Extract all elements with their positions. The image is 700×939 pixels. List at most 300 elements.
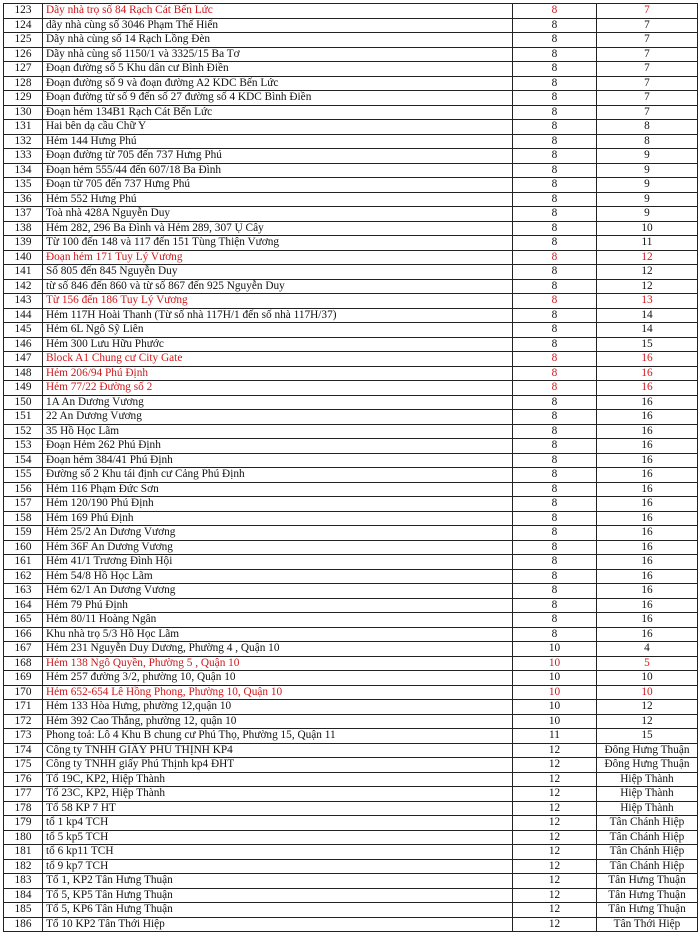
location-name: Công ty TNHH GIẤY PHÚ THỊNH KP4 — [43, 743, 513, 758]
ward-value: 16 — [597, 453, 698, 468]
table-row — [4, 279, 698, 294]
table-row — [4, 366, 698, 381]
ward-value: 10 — [597, 685, 698, 700]
row-number: 181 — [4, 845, 43, 860]
row-number: 132 — [4, 134, 43, 149]
table-row — [4, 120, 698, 135]
row-number: 130 — [4, 105, 43, 120]
table-row — [4, 482, 698, 497]
row-number: 145 — [4, 323, 43, 338]
ward-value: 16 — [597, 511, 698, 526]
district-value: 8 — [513, 323, 597, 338]
location-name: Hẻm 133 Hòa Hưng, phường 12,quận 10 — [43, 700, 513, 715]
district-value: 8 — [513, 207, 597, 222]
district-value: 12 — [513, 743, 597, 758]
district-value: 8 — [513, 439, 597, 454]
ward-value: Tân Chánh Hiệp — [597, 845, 698, 860]
district-value: 8 — [513, 134, 597, 149]
row-number: 179 — [4, 816, 43, 831]
ward-value: 8 — [597, 120, 698, 135]
location-name: Hẻm 79 Phú Định — [43, 598, 513, 613]
district-value: 12 — [513, 845, 597, 860]
row-number: 151 — [4, 410, 43, 425]
district-value: 10 — [513, 685, 597, 700]
ward-value: 11 — [597, 236, 698, 251]
ward-value: 16 — [597, 468, 698, 483]
table-row — [4, 62, 698, 77]
district-value: 8 — [513, 352, 597, 367]
district-value: 8 — [513, 221, 597, 236]
row-number: 165 — [4, 613, 43, 628]
ward-value: 15 — [597, 729, 698, 744]
table-row — [4, 453, 698, 468]
district-value: 12 — [513, 859, 597, 874]
table-row — [4, 76, 698, 91]
location-name: Hẻm 257 đường 3/2, phường 10, Quận 10 — [43, 671, 513, 686]
table-row — [4, 18, 698, 33]
ward-value: 9 — [597, 207, 698, 222]
location-name: Hẻm 117H Hoài Thanh (Từ số nhà 117H/1 đến số nhà 117H/37) — [43, 308, 513, 323]
table-row — [4, 105, 698, 120]
table-row — [4, 424, 698, 439]
row-number: 176 — [4, 772, 43, 787]
row-number: 169 — [4, 671, 43, 686]
district-value: 10 — [513, 714, 597, 729]
table-row — [4, 729, 698, 744]
location-name: từ số 846 đến 860 và từ số 867 đến 925 Nguyễn Duy — [43, 279, 513, 294]
district-value: 8 — [513, 511, 597, 526]
ward-value: 12 — [597, 700, 698, 715]
location-name: tổ 1 kp4 TCH — [43, 816, 513, 831]
location-name: 1A An Dương Vương — [43, 395, 513, 410]
table-row — [4, 410, 698, 425]
ward-value: 7 — [597, 4, 698, 19]
location-name: Hẻm 138 Ngô Quyền, Phường 5 , Quận 10 — [43, 656, 513, 671]
ward-value: 16 — [597, 540, 698, 555]
table-row — [4, 874, 698, 889]
district-value: 8 — [513, 410, 597, 425]
table-row — [4, 888, 698, 903]
ward-value: 14 — [597, 308, 698, 323]
ward-value: Hiệp Thành — [597, 801, 698, 816]
row-number: 139 — [4, 236, 43, 251]
table-row — [4, 830, 698, 845]
table-row — [4, 294, 698, 309]
ward-value: 7 — [597, 62, 698, 77]
district-value: 8 — [513, 468, 597, 483]
row-number: 133 — [4, 149, 43, 164]
district-value: 12 — [513, 903, 597, 918]
district-value: 12 — [513, 816, 597, 831]
row-number: 170 — [4, 685, 43, 700]
location-name: Toà nhà 428A Nguyễn Duy — [43, 207, 513, 222]
table-row — [4, 569, 698, 584]
district-value: 8 — [513, 453, 597, 468]
ward-value: 12 — [597, 265, 698, 280]
district-value: 8 — [513, 236, 597, 251]
ward-value: Tân Chánh Hiệp — [597, 830, 698, 845]
location-name: Hẻm 282, 296 Ba Đình và Hẻm 289, 307 Ụ Cây — [43, 221, 513, 236]
district-value: 8 — [513, 424, 597, 439]
ward-value: 5 — [597, 656, 698, 671]
location-name: Tổ 23C, KP2, Hiệp Thành — [43, 787, 513, 802]
table-row — [4, 497, 698, 512]
table-row — [4, 308, 698, 323]
district-value: 8 — [513, 279, 597, 294]
table-row — [4, 134, 698, 149]
location-name: Hẻm 80/11 Hoàng Ngân — [43, 613, 513, 628]
location-name: Đoạn đường từ 705 đến 737 Hưng Phú — [43, 149, 513, 164]
ward-value: 16 — [597, 439, 698, 454]
district-value: 8 — [513, 265, 597, 280]
district-value: 8 — [513, 598, 597, 613]
row-number: 147 — [4, 352, 43, 367]
location-name: Hẻm 54/8 Hồ Học Lãm — [43, 569, 513, 584]
location-name: Tổ 1, KP2 Tân Hưng Thuận — [43, 874, 513, 889]
table-row — [4, 555, 698, 570]
ward-value: 9 — [597, 178, 698, 193]
ward-value: 16 — [597, 482, 698, 497]
location-name: Tổ 5, KP6 Tân Hưng Thuận — [43, 903, 513, 918]
location-name: Hẻm 77/22 Đường số 2 — [43, 381, 513, 396]
ward-value: Tân Thới Hiệp — [597, 917, 698, 932]
ward-value: 7 — [597, 47, 698, 62]
district-value: 8 — [513, 294, 597, 309]
row-number: 161 — [4, 555, 43, 570]
location-name: Tổ 10 KP2 Tân Thới Hiệp — [43, 917, 513, 932]
district-value: 8 — [513, 76, 597, 91]
table-row — [4, 250, 698, 265]
table-row — [4, 526, 698, 541]
table-row — [4, 772, 698, 787]
location-name: tổ 5 kp5 TCH — [43, 830, 513, 845]
district-value: 12 — [513, 787, 597, 802]
district-value: 10 — [513, 642, 597, 657]
district-value: 8 — [513, 381, 597, 396]
ward-value: 10 — [597, 221, 698, 236]
ward-value: 9 — [597, 192, 698, 207]
row-number: 146 — [4, 337, 43, 352]
row-number: 173 — [4, 729, 43, 744]
table-row — [4, 207, 698, 222]
location-name: Hẻm 116 Phạm Đức Sơn — [43, 482, 513, 497]
row-number: 174 — [4, 743, 43, 758]
district-value: 8 — [513, 482, 597, 497]
row-number: 167 — [4, 642, 43, 657]
row-number: 159 — [4, 526, 43, 541]
row-number: 141 — [4, 265, 43, 280]
location-name: Hẻm 392 Cao Thắng, phường 12, quận 10 — [43, 714, 513, 729]
row-number: 125 — [4, 33, 43, 48]
district-value: 8 — [513, 627, 597, 642]
district-value: 8 — [513, 62, 597, 77]
location-name: Đoạn đường số 9 và đoạn đường A2 KDC Bến Lức — [43, 76, 513, 91]
location-name: Hẻm 169 Phú Định — [43, 511, 513, 526]
location-name: Hẻm 300 Lưu Hữu Phước — [43, 337, 513, 352]
row-number: 150 — [4, 395, 43, 410]
ward-value: 16 — [597, 424, 698, 439]
location-name: Hẻm 41/1 Trương Đình Hội — [43, 555, 513, 570]
district-value: 12 — [513, 830, 597, 845]
row-number: 149 — [4, 381, 43, 396]
ward-value: 16 — [597, 627, 698, 642]
ward-value: Tân Chánh Hiệp — [597, 816, 698, 831]
ward-value: Tân Hưng Thuận — [597, 874, 698, 889]
table-row — [4, 642, 698, 657]
ward-value: 16 — [597, 497, 698, 512]
table-row — [4, 613, 698, 628]
ward-value: 16 — [597, 352, 698, 367]
ward-value: 9 — [597, 163, 698, 178]
location-name: Đoạn hẻm 134B1 Rạch Cát Bến Lức — [43, 105, 513, 120]
district-value: 8 — [513, 149, 597, 164]
row-number: 155 — [4, 468, 43, 483]
row-number: 138 — [4, 221, 43, 236]
location-name: Hẻm 120/190 Phú Định — [43, 497, 513, 512]
district-value: 11 — [513, 729, 597, 744]
ward-value: 12 — [597, 714, 698, 729]
table-row — [4, 685, 698, 700]
table-row — [4, 598, 698, 613]
row-number: 124 — [4, 18, 43, 33]
row-number: 143 — [4, 294, 43, 309]
table-row — [4, 236, 698, 251]
row-number: 163 — [4, 584, 43, 599]
ward-value: 7 — [597, 18, 698, 33]
ward-value: 16 — [597, 569, 698, 584]
district-value: 8 — [513, 120, 597, 135]
ward-value: Tân Hưng Thuận — [597, 888, 698, 903]
table-row — [4, 816, 698, 831]
row-number: 153 — [4, 439, 43, 454]
row-number: 162 — [4, 569, 43, 584]
table-row — [4, 859, 698, 874]
row-number: 157 — [4, 497, 43, 512]
row-number: 144 — [4, 308, 43, 323]
district-value: 8 — [513, 33, 597, 48]
district-value: 10 — [513, 671, 597, 686]
district-value: 12 — [513, 758, 597, 773]
table-row — [4, 584, 698, 599]
row-number: 134 — [4, 163, 43, 178]
district-value: 12 — [513, 888, 597, 903]
ward-value: Đông Hưng Thuận — [597, 743, 698, 758]
location-name: tổ 6 kp11 TCH — [43, 845, 513, 860]
ward-value: 16 — [597, 395, 698, 410]
ward-value: 16 — [597, 381, 698, 396]
ward-value: 14 — [597, 323, 698, 338]
location-name: Từ 100 đến 148 và 117 đến 151 Tùng Thiện Vương — [43, 236, 513, 251]
district-value: 10 — [513, 700, 597, 715]
table-row — [4, 758, 698, 773]
row-number: 140 — [4, 250, 43, 265]
location-name: Phong toả: Lô 4 Khu B chung cư Phú Thọ, Phường 15, Quận 11 — [43, 729, 513, 744]
district-value: 8 — [513, 613, 597, 628]
district-value: 8 — [513, 526, 597, 541]
ward-value: Tân Chánh Hiệp — [597, 859, 698, 874]
row-number: 152 — [4, 424, 43, 439]
ward-value: Hiệp Thành — [597, 787, 698, 802]
location-name: Đoạn hẻm 384/41 Phú Định — [43, 453, 513, 468]
location-name: Đoạn đường từ số 9 đến số 27 đường số 4 KDC Bình Điền — [43, 91, 513, 106]
row-number: 148 — [4, 366, 43, 381]
row-number: 184 — [4, 888, 43, 903]
district-value: 8 — [513, 18, 597, 33]
row-number: 160 — [4, 540, 43, 555]
row-number: 128 — [4, 76, 43, 91]
table-row — [4, 917, 698, 932]
location-name: Block A1 Chung cư City Gate — [43, 352, 513, 367]
ward-value: Tân Hưng Thuận — [597, 903, 698, 918]
table-row — [4, 700, 698, 715]
location-name: Hai bên dạ cầu Chữ Y — [43, 120, 513, 135]
location-name: Đoạn Hẻm 262 Phú Định — [43, 439, 513, 454]
row-number: 131 — [4, 120, 43, 135]
location-name: Hẻm 144 Hưng Phú — [43, 134, 513, 149]
table-row — [4, 903, 698, 918]
district-value: 8 — [513, 584, 597, 599]
location-name: Hẻm 652-654 Lê Hồng Phong, Phường 10, Quận 10 — [43, 685, 513, 700]
table-row — [4, 47, 698, 62]
location-name: Hẻm 62/1 An Dương Vương — [43, 584, 513, 599]
row-number: 137 — [4, 207, 43, 222]
row-number: 171 — [4, 700, 43, 715]
location-name: Hẻm 25/2 An Dương Vương — [43, 526, 513, 541]
table-row — [4, 395, 698, 410]
table-row — [4, 540, 698, 555]
location-name: Số 805 đến 845 Nguyễn Duy — [43, 265, 513, 280]
district-value: 12 — [513, 874, 597, 889]
ward-value: 4 — [597, 642, 698, 657]
row-number: 164 — [4, 598, 43, 613]
location-name: Tổ 58 KP 7 HT — [43, 801, 513, 816]
ward-value: 7 — [597, 76, 698, 91]
district-value: 8 — [513, 192, 597, 207]
row-number: 182 — [4, 859, 43, 874]
ward-value: 8 — [597, 134, 698, 149]
table-row — [4, 511, 698, 526]
location-name: Đoạn hẻm 555/44 đến 607/18 Ba Đình — [43, 163, 513, 178]
row-number: 156 — [4, 482, 43, 497]
district-value: 12 — [513, 917, 597, 932]
table-row — [4, 4, 698, 19]
district-value: 12 — [513, 801, 597, 816]
location-name: Hẻm 206/94 Phú Định — [43, 366, 513, 381]
row-number: 175 — [4, 758, 43, 773]
blockade-list-table — [3, 3, 698, 932]
row-number: 185 — [4, 903, 43, 918]
ward-value: Đông Hưng Thuận — [597, 758, 698, 773]
ward-value: 16 — [597, 526, 698, 541]
district-value: 10 — [513, 656, 597, 671]
row-number: 168 — [4, 656, 43, 671]
table-row — [4, 845, 698, 860]
ward-value: 7 — [597, 91, 698, 106]
row-number: 180 — [4, 830, 43, 845]
table-row — [4, 91, 698, 106]
row-number: 142 — [4, 279, 43, 294]
row-number: 126 — [4, 47, 43, 62]
table-row — [4, 265, 698, 280]
table-row — [4, 163, 698, 178]
table-row — [4, 352, 698, 367]
row-number: 172 — [4, 714, 43, 729]
table-body — [4, 4, 698, 932]
ward-value: 9 — [597, 149, 698, 164]
ward-value: 7 — [597, 105, 698, 120]
ward-value: 15 — [597, 337, 698, 352]
table-row — [4, 468, 698, 483]
row-number: 178 — [4, 801, 43, 816]
ward-value: 12 — [597, 279, 698, 294]
location-name: Đoạn hẻm 171 Tuy Lý Vương — [43, 250, 513, 265]
ward-value: 7 — [597, 33, 698, 48]
location-name: Dãy nhà trọ số 84 Rạch Cát Bến Lức — [43, 4, 513, 19]
district-value: 8 — [513, 337, 597, 352]
location-name: Dãy nhà cùng số 14 Rạch Lồng Đèn — [43, 33, 513, 48]
table-row — [4, 381, 698, 396]
location-name: Hẻm 36F An Dương Vương — [43, 540, 513, 555]
row-number: 183 — [4, 874, 43, 889]
location-name: Khu nhà trọ 5/3 Hồ Học Lãm — [43, 627, 513, 642]
table-row — [4, 671, 698, 686]
table-row — [4, 178, 698, 193]
district-value: 8 — [513, 91, 597, 106]
district-value: 8 — [513, 540, 597, 555]
location-name: Công ty TNHH giấy Phú Thịnh kp4 ĐHT — [43, 758, 513, 773]
district-value: 12 — [513, 772, 597, 787]
row-number: 135 — [4, 178, 43, 193]
table-row — [4, 149, 698, 164]
row-number: 166 — [4, 627, 43, 642]
ward-value: 16 — [597, 584, 698, 599]
district-value: 8 — [513, 395, 597, 410]
ward-value: 16 — [597, 555, 698, 570]
row-number: 154 — [4, 453, 43, 468]
district-value: 8 — [513, 47, 597, 62]
district-value: 8 — [513, 105, 597, 120]
ward-value: 13 — [597, 294, 698, 309]
row-number: 123 — [4, 4, 43, 19]
location-name: Hẻm 6L Ngô Sỹ Liên — [43, 323, 513, 338]
table-row — [4, 627, 698, 642]
ward-value: 16 — [597, 366, 698, 381]
table-row — [4, 323, 698, 338]
location-name: dãy nhà cùng số 3046 Phạm Thế Hiển — [43, 18, 513, 33]
location-name: Đoạn đường số 5 Khu dân cư Bình Điền — [43, 62, 513, 77]
district-value: 8 — [513, 569, 597, 584]
table-row — [4, 801, 698, 816]
table-row — [4, 337, 698, 352]
location-name: Đoạn từ 705 đến 737 Hưng Phú — [43, 178, 513, 193]
row-number: 177 — [4, 787, 43, 802]
location-name: Tổ 19C, KP2, Hiệp Thành — [43, 772, 513, 787]
location-name: Tổ 5, KP5 Tân Hưng Thuận — [43, 888, 513, 903]
ward-value: 16 — [597, 598, 698, 613]
table-row — [4, 33, 698, 48]
location-name: 35 Hồ Học Lãm — [43, 424, 513, 439]
ward-value: 10 — [597, 671, 698, 686]
table-row — [4, 787, 698, 802]
row-number: 127 — [4, 62, 43, 77]
row-number: 186 — [4, 917, 43, 932]
table-row — [4, 221, 698, 236]
ward-value: 12 — [597, 250, 698, 265]
ward-value: 16 — [597, 613, 698, 628]
table-row — [4, 656, 698, 671]
location-name: Từ 156 đến 186 Tuy Lý Vương — [43, 294, 513, 309]
row-number: 129 — [4, 91, 43, 106]
